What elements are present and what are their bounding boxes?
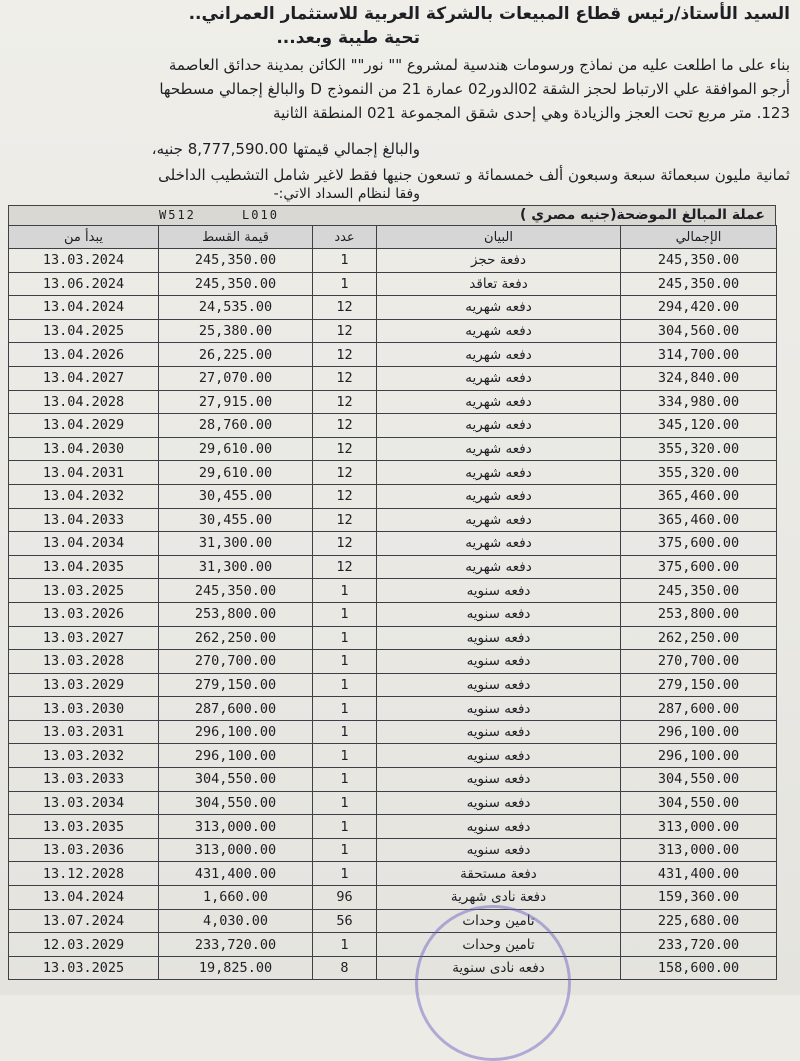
start-date-cell: 13.04.2035 [9,555,159,579]
total-cell: 324,840.00 [621,366,777,390]
count-cell: 1 [313,815,377,839]
description-cell: تامين وحدات [377,933,621,957]
description-cell: دفعه شهريه [377,296,621,320]
total-cell: 365,460.00 [621,508,777,532]
description-cell: دفعة مستحقة [377,862,621,886]
table-row [9,390,777,414]
start-date-cell: 13.04.2027 [9,366,159,390]
count-cell: 12 [313,414,377,438]
table-row [9,579,777,603]
description-cell: دفعه سنويه [377,768,621,792]
description-cell: دفعه شهريه [377,319,621,343]
count-cell: 1 [313,933,377,957]
installment-cell: 27,915.00 [159,390,313,414]
installment-cell: 245,350.00 [159,272,313,296]
total-cell: 304,550.00 [621,768,777,792]
total-cell: 304,560.00 [621,319,777,343]
count-cell: 1 [313,697,377,721]
count-cell: 12 [313,555,377,579]
total-cell: 313,000.00 [621,815,777,839]
start-date-cell: 13.03.2025 [9,579,159,603]
installment-cell: 431,400.00 [159,862,313,886]
installment-cell: 27,070.00 [159,366,313,390]
description-cell: دفعه سنويه [377,626,621,650]
total-cell: 270,700.00 [621,650,777,674]
table-row [9,768,777,792]
installment-cell: 31,300.00 [159,555,313,579]
total-cell: 375,600.00 [621,532,777,556]
description-cell: دفعة نادى شهرية [377,886,621,910]
total-cell: 334,980.00 [621,390,777,414]
count-cell: 1 [313,720,377,744]
description-cell: دفعة حجز [377,249,621,273]
installment-cell: 31,300.00 [159,532,313,556]
table-row [9,909,777,933]
count-cell: 1 [313,673,377,697]
total-cell: 158,600.00 [621,956,777,980]
installment-cell: 28,760.00 [159,414,313,438]
description-cell: دفعه شهريه [377,508,621,532]
table-row [9,697,777,721]
count-cell: 12 [313,319,377,343]
table-row [9,555,777,579]
installment-cell: 296,100.00 [159,720,313,744]
total-value-words: ثمانية مليون سبعمائة سبعة وسبعون ألف خمسمائة و تسعون جنيها فقط لاغير شامل التشطيب الداخلى [158,166,790,184]
start-date-cell: 13.04.2025 [9,319,159,343]
installment-cell: 262,250.00 [159,626,313,650]
payment-system-line: وفقا لنظام السداد الاتي:- [273,186,420,202]
total-cell: 253,800.00 [621,602,777,626]
count-cell: 12 [313,532,377,556]
count-cell: 1 [313,249,377,273]
count-cell: 12 [313,366,377,390]
installment-cell: 29,610.00 [159,461,313,485]
table-row [9,461,777,485]
description-cell: دفعه شهريه [377,437,621,461]
count-cell: 1 [313,838,377,862]
start-date-cell: 13.04.2028 [9,390,159,414]
count-cell: 1 [313,579,377,603]
table-row [9,296,777,320]
installment-cell: 270,700.00 [159,650,313,674]
header-installment: قيمة القسط [159,226,313,249]
table-row [9,744,777,768]
description-cell: دفعه نادى سنوية [377,956,621,980]
start-date-cell: 13.03.2035 [9,815,159,839]
greeting-line: تحية طيبة وبعد... [276,28,420,48]
table-header-row [9,226,777,249]
start-date-cell: 13.04.2030 [9,437,159,461]
description-cell: دفعه شهريه [377,532,621,556]
description-cell: دفعه شهريه [377,390,621,414]
total-cell: 296,100.00 [621,720,777,744]
code-w: W512 [159,208,196,222]
table-row [9,626,777,650]
installment-cell: 313,000.00 [159,838,313,862]
installment-cell: 1,660.00 [159,886,313,910]
description-cell: دفعه سنويه [377,579,621,603]
description-cell: دفعه شهريه [377,343,621,367]
start-date-cell: 13.04.2029 [9,414,159,438]
count-cell: 56 [313,909,377,933]
total-cell: 355,320.00 [621,461,777,485]
start-date-cell: 13.03.2032 [9,744,159,768]
total-cell: 296,100.00 [621,744,777,768]
table-row [9,414,777,438]
total-cell: 345,120.00 [621,414,777,438]
description-cell: دفعه سنويه [377,815,621,839]
description-cell: تامين وحدات [377,909,621,933]
start-date-cell: 13.03.2030 [9,697,159,721]
total-cell: 159,360.00 [621,886,777,910]
installment-cell: 19,825.00 [159,956,313,980]
total-cell: 375,600.00 [621,555,777,579]
count-cell: 1 [313,602,377,626]
header-total: الإجمالي [621,226,777,249]
installment-cell: 24,535.00 [159,296,313,320]
area-line: 123. متر مربع تحت العجز والزيادة وهي إحدى شقق المجموعة 021 المنطقة الثانية [273,104,790,122]
table-row [9,650,777,674]
description-cell: دفعه سنويه [377,744,621,768]
description-cell: دفعه سنويه [377,650,621,674]
description-cell: دفعه شهريه [377,366,621,390]
start-date-cell: 13.03.2026 [9,602,159,626]
start-date-cell: 13.03.2033 [9,768,159,792]
start-date-cell: 13.04.2026 [9,343,159,367]
installment-cell: 26,225.00 [159,343,313,367]
description-cell: دفعه شهريه [377,461,621,485]
start-date-cell: 13.04.2033 [9,508,159,532]
start-date-cell: 13.04.2031 [9,461,159,485]
total-cell: 365,460.00 [621,484,777,508]
table-body [9,249,777,980]
count-cell: 1 [313,744,377,768]
unit-codes [159,208,279,222]
total-cell: 355,320.00 [621,437,777,461]
count-cell: 12 [313,461,377,485]
installment-cell: 29,610.00 [159,437,313,461]
start-date-cell: 13.03.2027 [9,626,159,650]
table-row [9,886,777,910]
installment-cell: 313,000.00 [159,815,313,839]
start-date-cell: 13.03.2024 [9,249,159,273]
start-date-cell: 12.03.2029 [9,933,159,957]
count-cell: 1 [313,626,377,650]
table-row [9,862,777,886]
installment-cell: 253,800.00 [159,602,313,626]
count-cell: 96 [313,886,377,910]
installment-cell: 245,350.00 [159,249,313,273]
installment-cell: 304,550.00 [159,791,313,815]
code-l: L010 [242,208,279,222]
count-cell: 1 [313,768,377,792]
start-date-cell: 13.12.2028 [9,862,159,886]
installment-cell: 25,380.00 [159,319,313,343]
installment-cell: 279,150.00 [159,673,313,697]
table-row [9,838,777,862]
start-date-cell: 13.04.2034 [9,532,159,556]
total-cell: 287,600.00 [621,697,777,721]
currency-bar [8,205,776,227]
table-row [9,956,777,980]
table-row [9,437,777,461]
start-date-cell: 13.03.2034 [9,791,159,815]
count-cell: 12 [313,484,377,508]
table-row [9,249,777,273]
installment-cell: 30,455.00 [159,508,313,532]
count-cell: 12 [313,437,377,461]
count-cell: 12 [313,343,377,367]
start-date-cell: 13.06.2024 [9,272,159,296]
installment-cell: 245,350.00 [159,579,313,603]
table-row [9,602,777,626]
description-cell: دفعه سنويه [377,697,621,721]
start-date-cell: 13.03.2025 [9,956,159,980]
table-row [9,319,777,343]
total-cell: 294,420.00 [621,296,777,320]
total-cell: 245,350.00 [621,272,777,296]
total-cell: 262,250.00 [621,626,777,650]
table-row [9,720,777,744]
table-row [9,366,777,390]
count-cell: 1 [313,791,377,815]
table-row [9,508,777,532]
description-cell: دفعه سنويه [377,838,621,862]
table-row [9,532,777,556]
description-cell: دفعه شهريه [377,555,621,579]
start-date-cell: 13.04.2024 [9,886,159,910]
start-date-cell: 13.03.2028 [9,650,159,674]
start-date-cell: 13.03.2031 [9,720,159,744]
count-cell: 12 [313,508,377,532]
installment-cell: 233,720.00 [159,933,313,957]
header-start-date: يبدأ من [9,226,159,249]
total-cell: 245,350.00 [621,249,777,273]
start-date-cell: 13.04.2024 [9,296,159,320]
table-row [9,673,777,697]
installment-cell: 30,455.00 [159,484,313,508]
table-row [9,815,777,839]
count-cell: 8 [313,956,377,980]
payment-schedule-table [8,225,777,980]
unit-line: أرجو الموافقة علي الارتباط لحجز الشقة 02الدور02 عمارة 21 من النموذج D والبالغ إجمالي مسطحها [159,80,790,98]
total-cell: 225,680.00 [621,909,777,933]
table-row [9,343,777,367]
project-line: بناء على ما اطلعت عليه من نماذج ورسومات هندسية لمشروع "" نور"" الكائن بمدينة حدائق العاصمة [168,56,790,74]
table-row [9,791,777,815]
installment-cell: 304,550.00 [159,768,313,792]
total-cell: 313,000.00 [621,838,777,862]
header-count: عدد [313,226,377,249]
count-cell: 1 [313,862,377,886]
installment-cell: 287,600.00 [159,697,313,721]
total-cell: 431,400.00 [621,862,777,886]
letter-header [0,0,800,205]
header-description: البيان [377,226,621,249]
total-cell: 245,350.00 [621,579,777,603]
description-cell: دفعه سنويه [377,602,621,626]
start-date-cell: 13.04.2032 [9,484,159,508]
currency-title: عملة المبالغ الموضحة(جنيه مصري ) [519,207,765,223]
table-row [9,484,777,508]
count-cell: 12 [313,390,377,414]
total-cell: 304,550.00 [621,791,777,815]
table-row [9,272,777,296]
description-cell: دفعة تعاقد [377,272,621,296]
installment-cell: 4,030.00 [159,909,313,933]
start-date-cell: 13.07.2024 [9,909,159,933]
description-cell: دفعه شهريه [377,414,621,438]
installment-cell: 296,100.00 [159,744,313,768]
count-cell: 1 [313,272,377,296]
start-date-cell: 13.03.2029 [9,673,159,697]
start-date-cell: 13.03.2036 [9,838,159,862]
description-cell: دفعه سنويه [377,673,621,697]
count-cell: 12 [313,296,377,320]
count-cell: 1 [313,650,377,674]
table-row [9,933,777,957]
total-cell: 314,700.00 [621,343,777,367]
total-cell: 233,720.00 [621,933,777,957]
total-cell: 279,150.00 [621,673,777,697]
description-cell: دفعه شهريه [377,484,621,508]
description-cell: دفعه سنويه [377,720,621,744]
description-cell: دفعه سنويه [377,791,621,815]
addressee-line: السيد الأستاذ/رئيس قطاع المبيعات بالشركة العربية للاستثمار العمراني.. [188,4,790,24]
total-value-line: والبالغ إجمالي قيمتها 8,777,590.00 جنيه، [151,140,420,158]
